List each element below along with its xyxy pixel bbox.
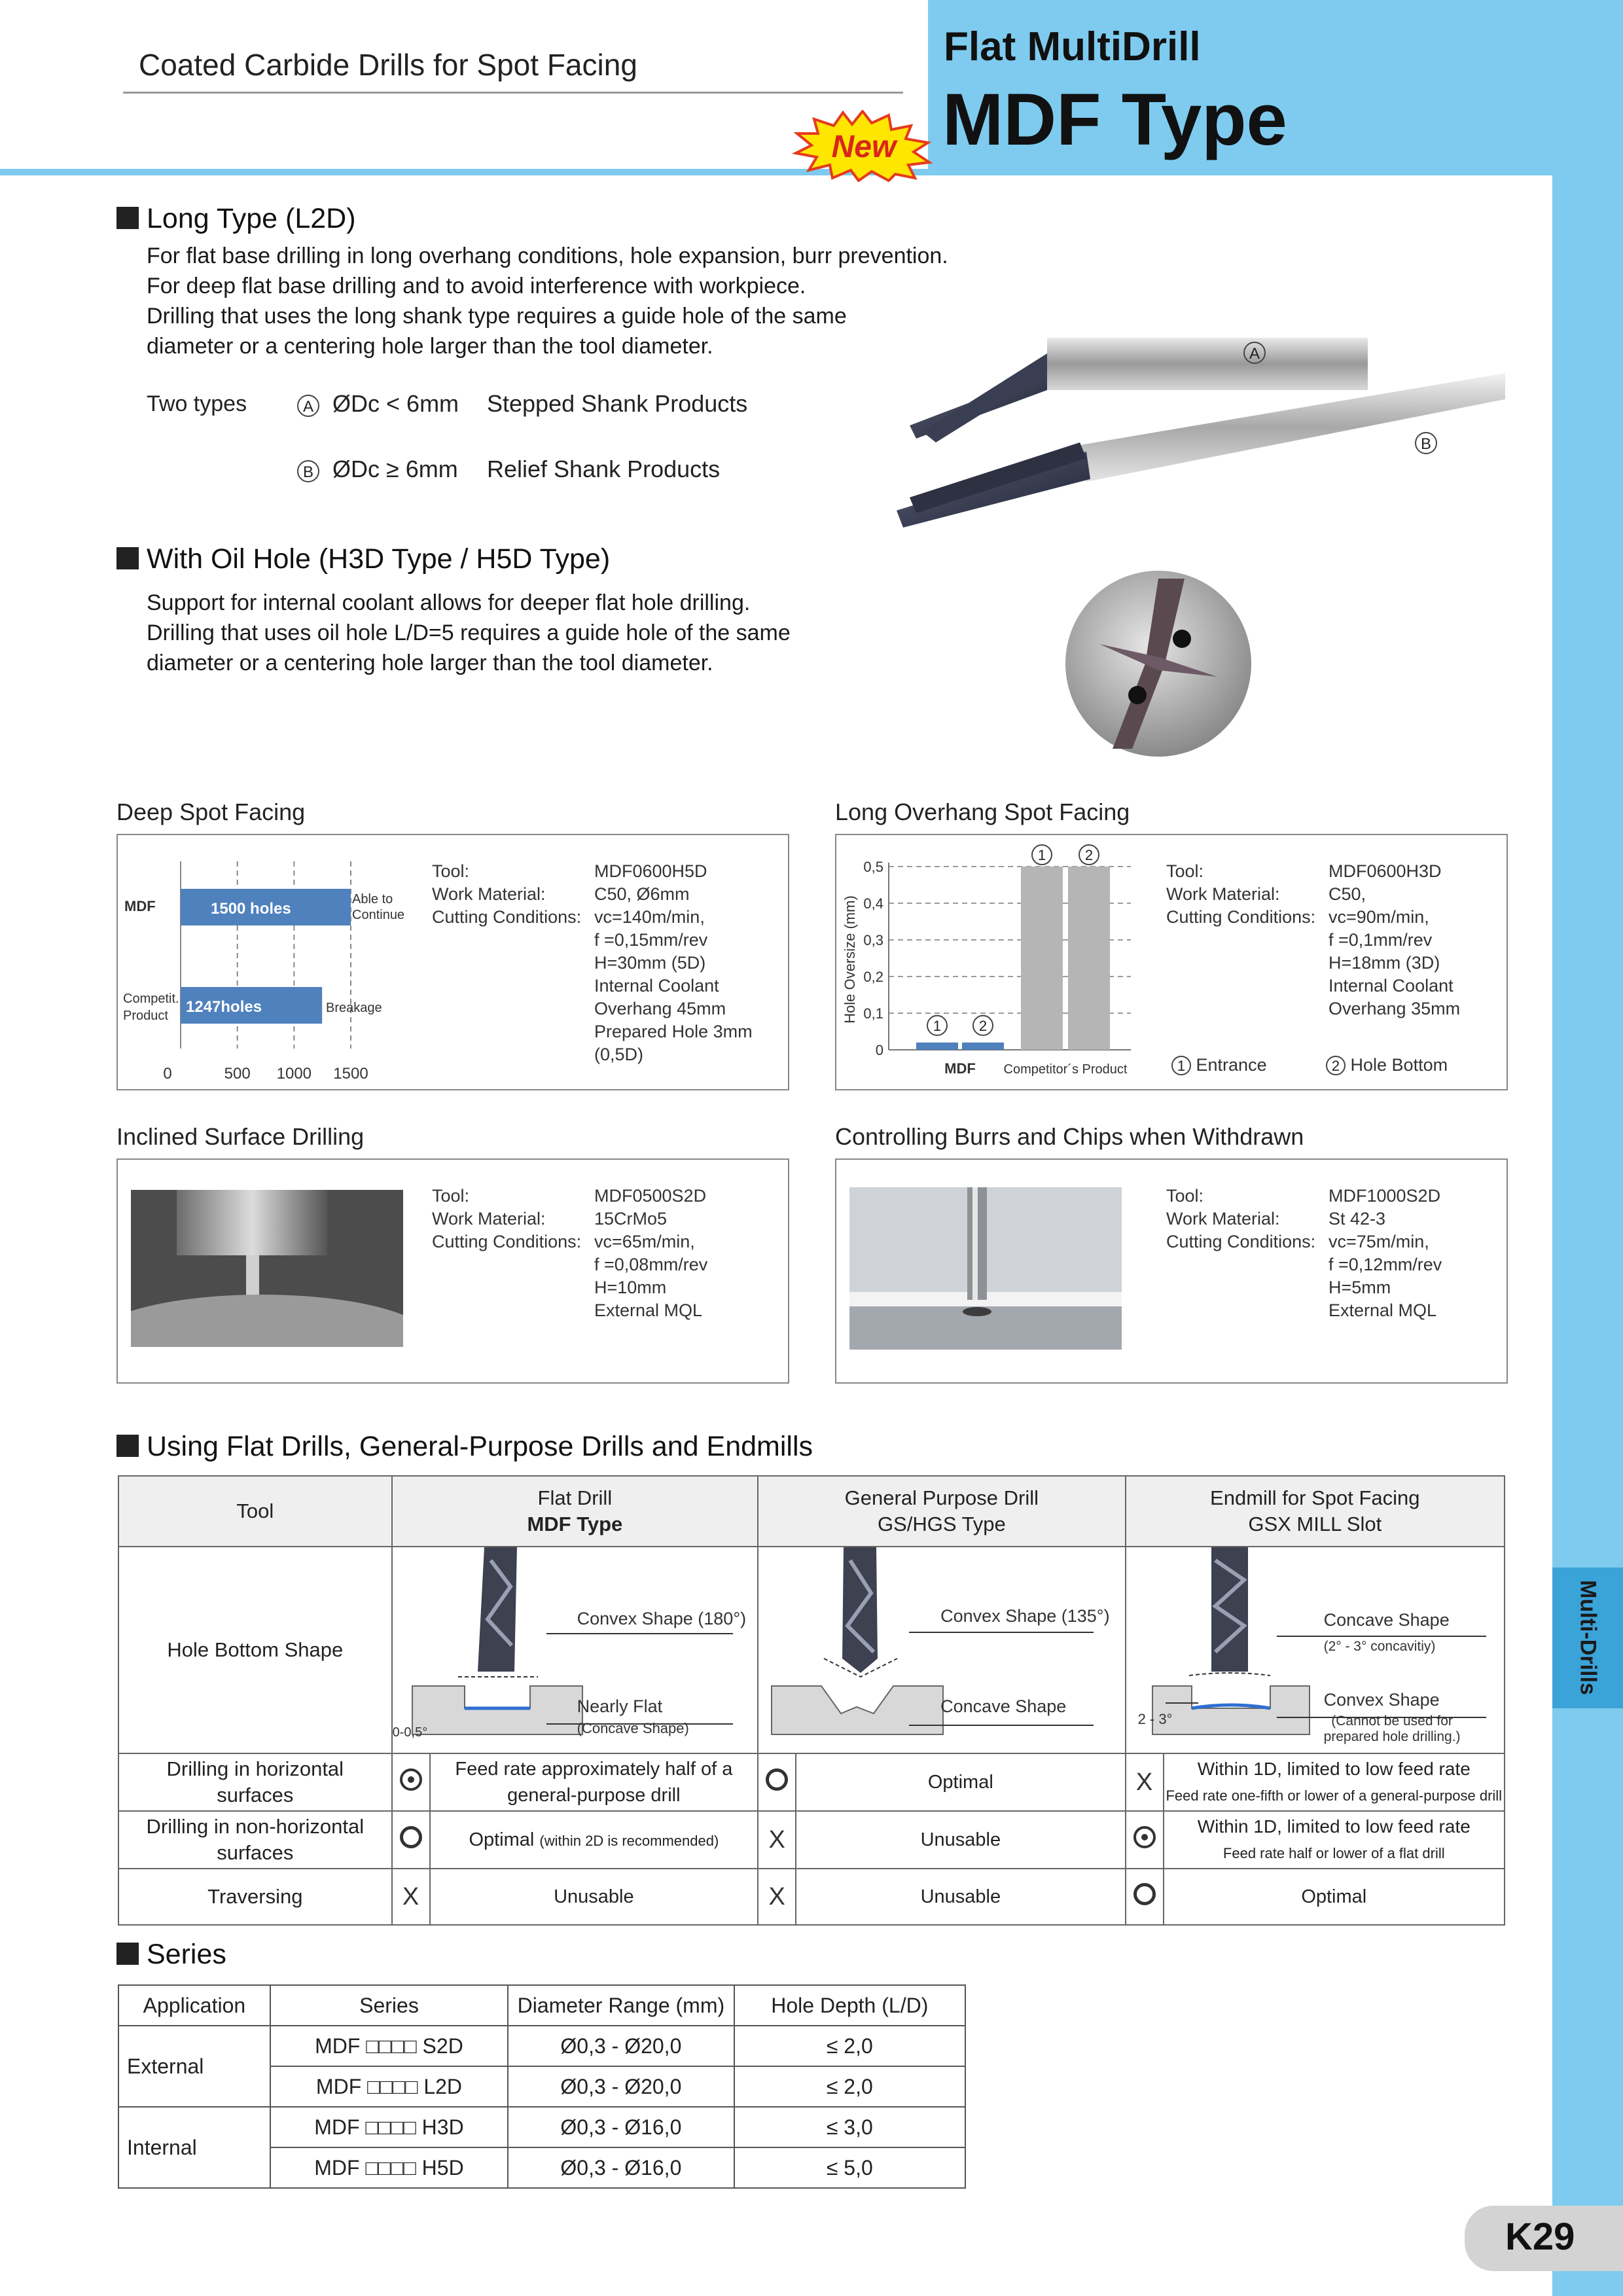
flat-eval-small: (within 2D is recommended) xyxy=(539,1832,719,1849)
row-label-line2: surfaces xyxy=(217,1841,294,1864)
chart1-category: MDF xyxy=(124,898,156,914)
col-flat-line2: MDF Type xyxy=(527,1513,623,1535)
series-name: MDF □□□□ H3D xyxy=(270,2107,508,2147)
series-depth: ≤ 5,0 xyxy=(734,2147,965,2188)
type-a-desc: Stepped Shank Products xyxy=(487,390,748,417)
row-shape-label: Hole Bottom Shape xyxy=(118,1547,392,1753)
spec-line xyxy=(1166,906,1429,929)
using-row xyxy=(118,1811,1505,1869)
series-name: MDF □□□□ L2D xyxy=(270,2066,508,2107)
side-bar xyxy=(1552,169,1623,2296)
spec-value: St 42-3 xyxy=(1329,1209,1386,1229)
spec-value: Internal Coolant xyxy=(594,976,719,996)
series-heading xyxy=(116,1939,226,1971)
using-row xyxy=(118,1869,1505,1925)
spec-value: f =0,08mm/rev xyxy=(594,1255,708,1274)
hole-shape xyxy=(963,1307,991,1316)
flat-top-label: Convex Shape (180°) xyxy=(577,1609,747,1628)
drill-highlight xyxy=(972,1187,978,1300)
spec-value: f =0,1mm/rev xyxy=(1329,930,1433,950)
spec-line xyxy=(1166,1185,1441,1208)
side-tab-label: Multi-Drills xyxy=(1575,1580,1601,1695)
flat-shape-cell xyxy=(392,1547,758,1753)
flat-shape-diagram xyxy=(393,1547,758,1754)
spec-value: (0,5D) xyxy=(594,1045,644,1064)
long-type-line: diameter or a centering hole larger than the tool diameter. xyxy=(147,334,713,359)
sym-cell xyxy=(758,1753,796,1811)
oil-hole-line: diameter or a centering hole larger than the tool diameter. xyxy=(147,651,713,675)
spec-value: MDF0600H3D xyxy=(1329,861,1442,881)
col-gp-line1: General Purpose Drill xyxy=(844,1486,1039,1509)
gp-shape-cell xyxy=(758,1547,1125,1753)
flat-angle-label: 0-0,5° xyxy=(392,1725,428,1740)
spec-line xyxy=(1166,1276,1391,1299)
spec-label: Cutting Conditions: xyxy=(432,1232,582,1251)
chart1-category: Competit. xyxy=(123,992,179,1006)
deep-spot-specs xyxy=(432,860,753,1066)
product-name: Flat MultiDrill xyxy=(944,24,1201,69)
chart2-y-tick: 0,1 xyxy=(863,1005,883,1022)
spec-label: Tool: xyxy=(432,1186,470,1206)
deep-spot-title: Deep Spot Facing xyxy=(116,798,306,825)
deep-spot-chart xyxy=(118,835,432,1086)
spec-label: Cutting Conditions: xyxy=(1166,1232,1316,1251)
legend-entrance-text: Entrance xyxy=(1196,1055,1267,1075)
spec-line xyxy=(432,952,706,975)
legend-bottom xyxy=(1326,1055,1448,1075)
series-header-row xyxy=(118,1985,965,2026)
spec-line xyxy=(432,883,690,906)
sym-cell xyxy=(1126,1753,1164,1811)
sym-cell xyxy=(392,1811,430,1869)
double-circle-icon xyxy=(400,1768,422,1791)
chart2-category: MDF xyxy=(944,1060,976,1077)
burrs-specs xyxy=(1166,1185,1442,1322)
chart2-bar xyxy=(1068,867,1110,1050)
spec-label: Tool: xyxy=(1166,1186,1204,1206)
spec-line xyxy=(432,1043,644,1066)
series-diameter: Ø0,3 - Ø16,0 xyxy=(508,2147,734,2188)
sym-cell xyxy=(758,1811,796,1869)
long-drills-image xyxy=(897,327,1512,530)
chart2-y-label: Hole Oversize (mm) xyxy=(842,895,858,1024)
chart2-category: Competitor´s Product xyxy=(1003,1062,1128,1077)
type-a-row xyxy=(297,390,459,418)
em-shape-cell xyxy=(1126,1547,1505,1753)
spec-label: Tool: xyxy=(1166,861,1204,881)
new-badge-text: New xyxy=(831,130,897,164)
em-eval xyxy=(1164,1753,1505,1811)
spec-value: Overhang 35mm xyxy=(1329,999,1461,1018)
series-table xyxy=(118,1984,966,2189)
oil-hole-line: Drilling that uses oil hole L/D=5 requires a guide hole of the same xyxy=(147,620,791,645)
product-type: MDF Type xyxy=(942,79,1287,160)
cross-icon: X xyxy=(402,1882,419,1910)
chart2-series-label: 2 xyxy=(1084,847,1094,863)
type-a-cond: ØDc < 6mm xyxy=(332,390,459,417)
long-overhang-title: Long Overhang Spot Facing xyxy=(835,798,1130,825)
spec-line xyxy=(1166,997,1461,1020)
heading-square-icon xyxy=(116,1435,139,1457)
using-header-row xyxy=(118,1476,1505,1547)
spec-line xyxy=(432,975,719,997)
spec-value: H=10mm xyxy=(594,1278,667,1297)
spec-label: Cutting Conditions: xyxy=(1166,907,1316,927)
holder-shape xyxy=(177,1190,327,1255)
page-number: K29 xyxy=(1505,2215,1575,2258)
inclined-specs xyxy=(432,1185,708,1322)
spec-label: Cutting Conditions: xyxy=(432,907,582,927)
spec-value: H=30mm (5D) xyxy=(594,953,706,973)
em-bottom-sub2: prepared hole drilling.) xyxy=(1323,1729,1461,1744)
chart1-end-label: Breakage xyxy=(326,1001,382,1015)
chart1-x-tick: 0 xyxy=(163,1065,172,1083)
chart1-category: Product xyxy=(123,1009,168,1023)
spec-value: MDF0600H5D xyxy=(594,861,707,881)
chart2-y-tick: 0,4 xyxy=(863,895,883,912)
em-eval-b: Feed rate half or lower of a flat drill xyxy=(1222,1845,1445,1861)
chart1-x-tick: 500 xyxy=(224,1065,251,1083)
subtitle-rule xyxy=(123,92,903,94)
legend-bottom-text: Hole Bottom xyxy=(1350,1055,1448,1075)
spec-line xyxy=(432,1185,707,1208)
em-bottom-sub1: (Cannot be used for xyxy=(1331,1713,1453,1729)
spec-value: Prepared Hole 3mm xyxy=(594,1022,753,1041)
spec-value: H=18mm (3D) xyxy=(1329,953,1440,973)
spec-line xyxy=(1166,975,1454,997)
em-angle-label: 2 - 3° xyxy=(1137,1711,1173,1727)
chart2-y-tick: 0 xyxy=(875,1042,883,1058)
chart1-bar-label: 1247holes xyxy=(186,998,262,1016)
chart1-x-tick: 1000 xyxy=(276,1065,312,1083)
spec-label: Work Material: xyxy=(1166,1209,1280,1229)
spec-value: Overhang 45mm xyxy=(594,999,726,1018)
sym-cell xyxy=(392,1869,430,1925)
legend-entrance xyxy=(1171,1055,1267,1075)
flute-a-shade xyxy=(923,353,1047,442)
gp-eval: Unusable xyxy=(796,1811,1125,1869)
oil-hole-shape xyxy=(1128,686,1147,704)
cross-icon: X xyxy=(768,1882,785,1910)
series-name: MDF □□□□ S2D xyxy=(270,2026,508,2066)
em-top-label: Concave Shape xyxy=(1323,1610,1450,1630)
spec-value: External MQL xyxy=(1329,1300,1437,1320)
em-eval xyxy=(1164,1811,1505,1869)
flat-eval: Unusable xyxy=(430,1869,758,1925)
chart2-y-tick: 0,2 xyxy=(863,969,883,985)
sym-cell xyxy=(758,1869,796,1925)
em-bottom-sub xyxy=(1324,1713,1461,1745)
flat-bottom-sub: (Concave Shape) xyxy=(577,1720,689,1736)
spec-value: H=5mm xyxy=(1329,1278,1391,1297)
gp-workpiece-shape xyxy=(772,1686,943,1734)
em-eval-b: Feed rate one-fifth or lower of a general-purpose drill xyxy=(1166,1787,1503,1804)
oil-hole-heading-text: With Oil Hole (H3D Type / H5D Type) xyxy=(147,543,611,575)
using-heading-text: Using Flat Drills, General-Purpose Drills and Endmills xyxy=(147,1431,813,1462)
col-em-line1: Endmill for Spot Facing xyxy=(1210,1486,1420,1509)
series-col-header: Hole Depth (L/D) xyxy=(734,1985,965,2026)
flat-eval-b: general-purpose drill xyxy=(507,1785,681,1806)
row-label-line2: surfaces xyxy=(217,1784,294,1806)
cross-icon: X xyxy=(768,1825,785,1854)
series-row xyxy=(118,2026,965,2066)
chart2-y-tick: 0,3 xyxy=(863,932,883,948)
col-flat-line1: Flat Drill xyxy=(537,1486,613,1509)
col-gp-line2: GS/HGS Type xyxy=(877,1513,1006,1535)
circle-icon xyxy=(400,1826,422,1848)
chart1-end-label: Able to xyxy=(352,892,393,906)
image-mark-a: A xyxy=(1243,342,1266,364)
spec-value: C50, xyxy=(1329,884,1366,904)
spec-value: f =0,15mm/rev xyxy=(594,930,708,950)
using-row xyxy=(118,1753,1505,1811)
spec-value: vc=75m/min, xyxy=(1329,1232,1429,1251)
long-type-heading xyxy=(116,203,356,235)
flat-bottom-label: Nearly Flat xyxy=(577,1696,663,1716)
type-b-mark: B xyxy=(297,460,319,482)
spec-value: External MQL xyxy=(594,1300,703,1320)
flat-eval xyxy=(430,1811,758,1869)
heading-square-icon xyxy=(116,547,139,569)
oil-hole-heading xyxy=(116,543,610,575)
spec-value: MDF0500S2D xyxy=(594,1186,707,1206)
spec-value: 15CrMo5 xyxy=(594,1209,668,1229)
cross-icon: X xyxy=(1135,1768,1153,1796)
spec-line xyxy=(432,997,726,1020)
chart1-x-tick: 1500 xyxy=(333,1065,368,1083)
spec-value: vc=65m/min, xyxy=(594,1232,695,1251)
type-b-desc: Relief Shank Products xyxy=(487,456,721,482)
using-heading xyxy=(116,1431,813,1463)
double-circle-icon xyxy=(1133,1826,1156,1848)
oil-hole-line: Support for internal coolant allows for deeper flat hole drilling. xyxy=(147,590,751,615)
spec-line xyxy=(432,1208,668,1230)
spec-line xyxy=(432,860,707,883)
series-heading-text: Series xyxy=(147,1939,226,1970)
inclined-title: Inclined Surface Drilling xyxy=(116,1123,365,1150)
series-col-header: Application xyxy=(118,1985,270,2026)
series-diameter: Ø0,3 - Ø20,0 xyxy=(508,2026,734,2066)
heading-square-icon xyxy=(116,207,139,229)
spec-label: Work Material: xyxy=(432,884,546,904)
chart2-bar xyxy=(1021,867,1063,1050)
row-label-line1: Drilling in horizontal xyxy=(166,1757,344,1780)
em-eval-a: Within 1D, limited to low feed rate xyxy=(1197,1816,1471,1837)
legend-mark-2: 2 xyxy=(1326,1056,1346,1075)
flat-eval-a: Feed rate approximately half of a xyxy=(455,1759,733,1780)
series-row xyxy=(118,2107,965,2147)
long-overhang-specs xyxy=(1166,860,1461,1020)
spec-label: Work Material: xyxy=(432,1209,546,1229)
chart2-series-label: 2 xyxy=(978,1017,988,1034)
type-a-mark: A xyxy=(297,395,319,417)
image-mark-b: B xyxy=(1415,432,1437,454)
spec-line xyxy=(432,906,705,929)
spec-line xyxy=(432,929,708,952)
em-top-sub: (2° - 3° concavitiy) xyxy=(1323,1639,1436,1654)
em-cut-line xyxy=(1189,1673,1270,1676)
type-b-cond: ØDc ≥ 6mm xyxy=(332,456,458,482)
spec-line xyxy=(1166,1230,1429,1253)
using-table xyxy=(118,1475,1505,1926)
sym-cell xyxy=(392,1753,430,1811)
spec-value: vc=90m/min, xyxy=(1329,907,1429,927)
two-types-label: Two types xyxy=(147,391,247,416)
type-b-row xyxy=(297,456,458,483)
spec-value: C50, Ø6mm xyxy=(594,884,690,904)
col-tool: Tool xyxy=(118,1476,392,1547)
long-overhang-chart xyxy=(836,835,1150,1086)
side-tab xyxy=(1552,1568,1623,1708)
spec-line xyxy=(432,1020,753,1043)
em-workpiece-shape xyxy=(1152,1686,1310,1734)
new-badge xyxy=(791,110,935,182)
sym-cell xyxy=(1126,1869,1164,1925)
row-label-line1: Drilling in non-horizontal xyxy=(146,1815,365,1838)
chart1-end-label: Continue xyxy=(352,908,405,922)
spec-line xyxy=(1166,883,1366,906)
long-type-line: For flat base drilling in long overhang conditions, hole expansion, burr prevention. xyxy=(147,243,948,268)
series-depth: ≤ 3,0 xyxy=(734,2107,965,2147)
gp-top-label: Convex Shape (135°) xyxy=(940,1606,1110,1626)
sym-cell xyxy=(1126,1811,1164,1869)
legend-mark-1: 1 xyxy=(1171,1056,1191,1075)
spec-line xyxy=(1166,1299,1437,1322)
spec-line xyxy=(1166,1253,1442,1276)
spec-value: Internal Coolant xyxy=(1329,976,1454,996)
col-em xyxy=(1126,1476,1505,1547)
spec-label: Work Material: xyxy=(1166,884,1280,904)
oil-hole-shape xyxy=(1173,630,1191,648)
flat-workpiece-shape xyxy=(412,1686,582,1734)
col-flat xyxy=(392,1476,758,1547)
header-rule xyxy=(0,169,1552,175)
spec-line xyxy=(1166,952,1440,975)
series-depth: ≤ 2,0 xyxy=(734,2026,965,2066)
spec-value: f =0,12mm/rev xyxy=(1329,1255,1442,1274)
spec-label: Tool: xyxy=(432,861,470,881)
series-col-header: Series xyxy=(270,1985,508,2026)
series-name: MDF □□□□ H5D xyxy=(270,2147,508,2188)
inclined-photo xyxy=(131,1190,403,1347)
spec-line xyxy=(432,1253,708,1276)
col-gp xyxy=(758,1476,1125,1547)
long-type-line: Drilling that uses the long shank type requires a guide hole of the same xyxy=(147,304,847,329)
spec-line xyxy=(432,1230,695,1253)
circle-icon xyxy=(766,1768,788,1791)
row-label xyxy=(118,1753,392,1811)
col-em-line2: GSX MILL Slot xyxy=(1248,1513,1382,1535)
gp-eval: Unusable xyxy=(796,1869,1125,1925)
spec-value: MDF1000S2D xyxy=(1329,1186,1441,1206)
long-type-line: For deep flat base drilling and to avoid interference with workpiece. xyxy=(147,274,806,298)
circle-icon xyxy=(1133,1883,1156,1905)
em-bottom-label: Convex Shape xyxy=(1323,1690,1440,1710)
flat-eval xyxy=(430,1753,758,1811)
chart2-series-label: 1 xyxy=(1037,847,1046,863)
long-type-heading-text: Long Type (L2D) xyxy=(147,203,356,234)
long-type-body xyxy=(147,241,948,361)
burrs-title: Controlling Burrs and Chips when Withdrawn xyxy=(835,1123,1304,1150)
spec-line xyxy=(1166,860,1442,883)
row-label xyxy=(118,1811,392,1869)
row-label: Traversing xyxy=(118,1869,392,1925)
page-subtitle: Coated Carbide Drills for Spot Facing xyxy=(139,48,637,82)
gp-eval: Optimal xyxy=(796,1753,1125,1811)
series-app: External xyxy=(118,2026,270,2107)
oil-hole-drill-image xyxy=(1060,565,1257,762)
series-diameter: Ø0,3 - Ø20,0 xyxy=(508,2066,734,2107)
em-eval-a: Within 1D, limited to low feed rate xyxy=(1197,1759,1471,1779)
gp-bottom-label: Concave Shape xyxy=(940,1696,1067,1716)
heading-square-icon xyxy=(116,1943,139,1965)
series-col-header: Diameter Range (mm) xyxy=(508,1985,734,2026)
spec-line xyxy=(432,1276,667,1299)
chart1-bar-label: 1500 holes xyxy=(211,900,291,918)
shape-row xyxy=(118,1547,1505,1753)
shank-a-shape xyxy=(1047,338,1368,390)
chart2-bar xyxy=(962,1043,1004,1050)
spec-line xyxy=(432,1299,703,1322)
series-diameter: Ø0,3 - Ø16,0 xyxy=(508,2107,734,2147)
chart2-bar xyxy=(916,1043,958,1050)
gp-shape-diagram xyxy=(758,1547,1126,1754)
page-number-tab xyxy=(1465,2206,1623,2271)
series-app: Internal xyxy=(118,2107,270,2188)
spec-line xyxy=(1166,1208,1386,1230)
series-depth: ≤ 2,0 xyxy=(734,2066,965,2107)
oil-hole-body xyxy=(147,588,791,678)
spec-value: vc=140m/min, xyxy=(594,907,705,927)
spec-line xyxy=(1166,929,1433,952)
chart2-series-label: 1 xyxy=(933,1017,942,1034)
flat-eval-a: Optimal xyxy=(469,1829,535,1850)
chart2-y-tick: 0,5 xyxy=(863,859,883,875)
burrs-photo xyxy=(849,1187,1122,1350)
em-eval: Optimal xyxy=(1164,1869,1505,1925)
